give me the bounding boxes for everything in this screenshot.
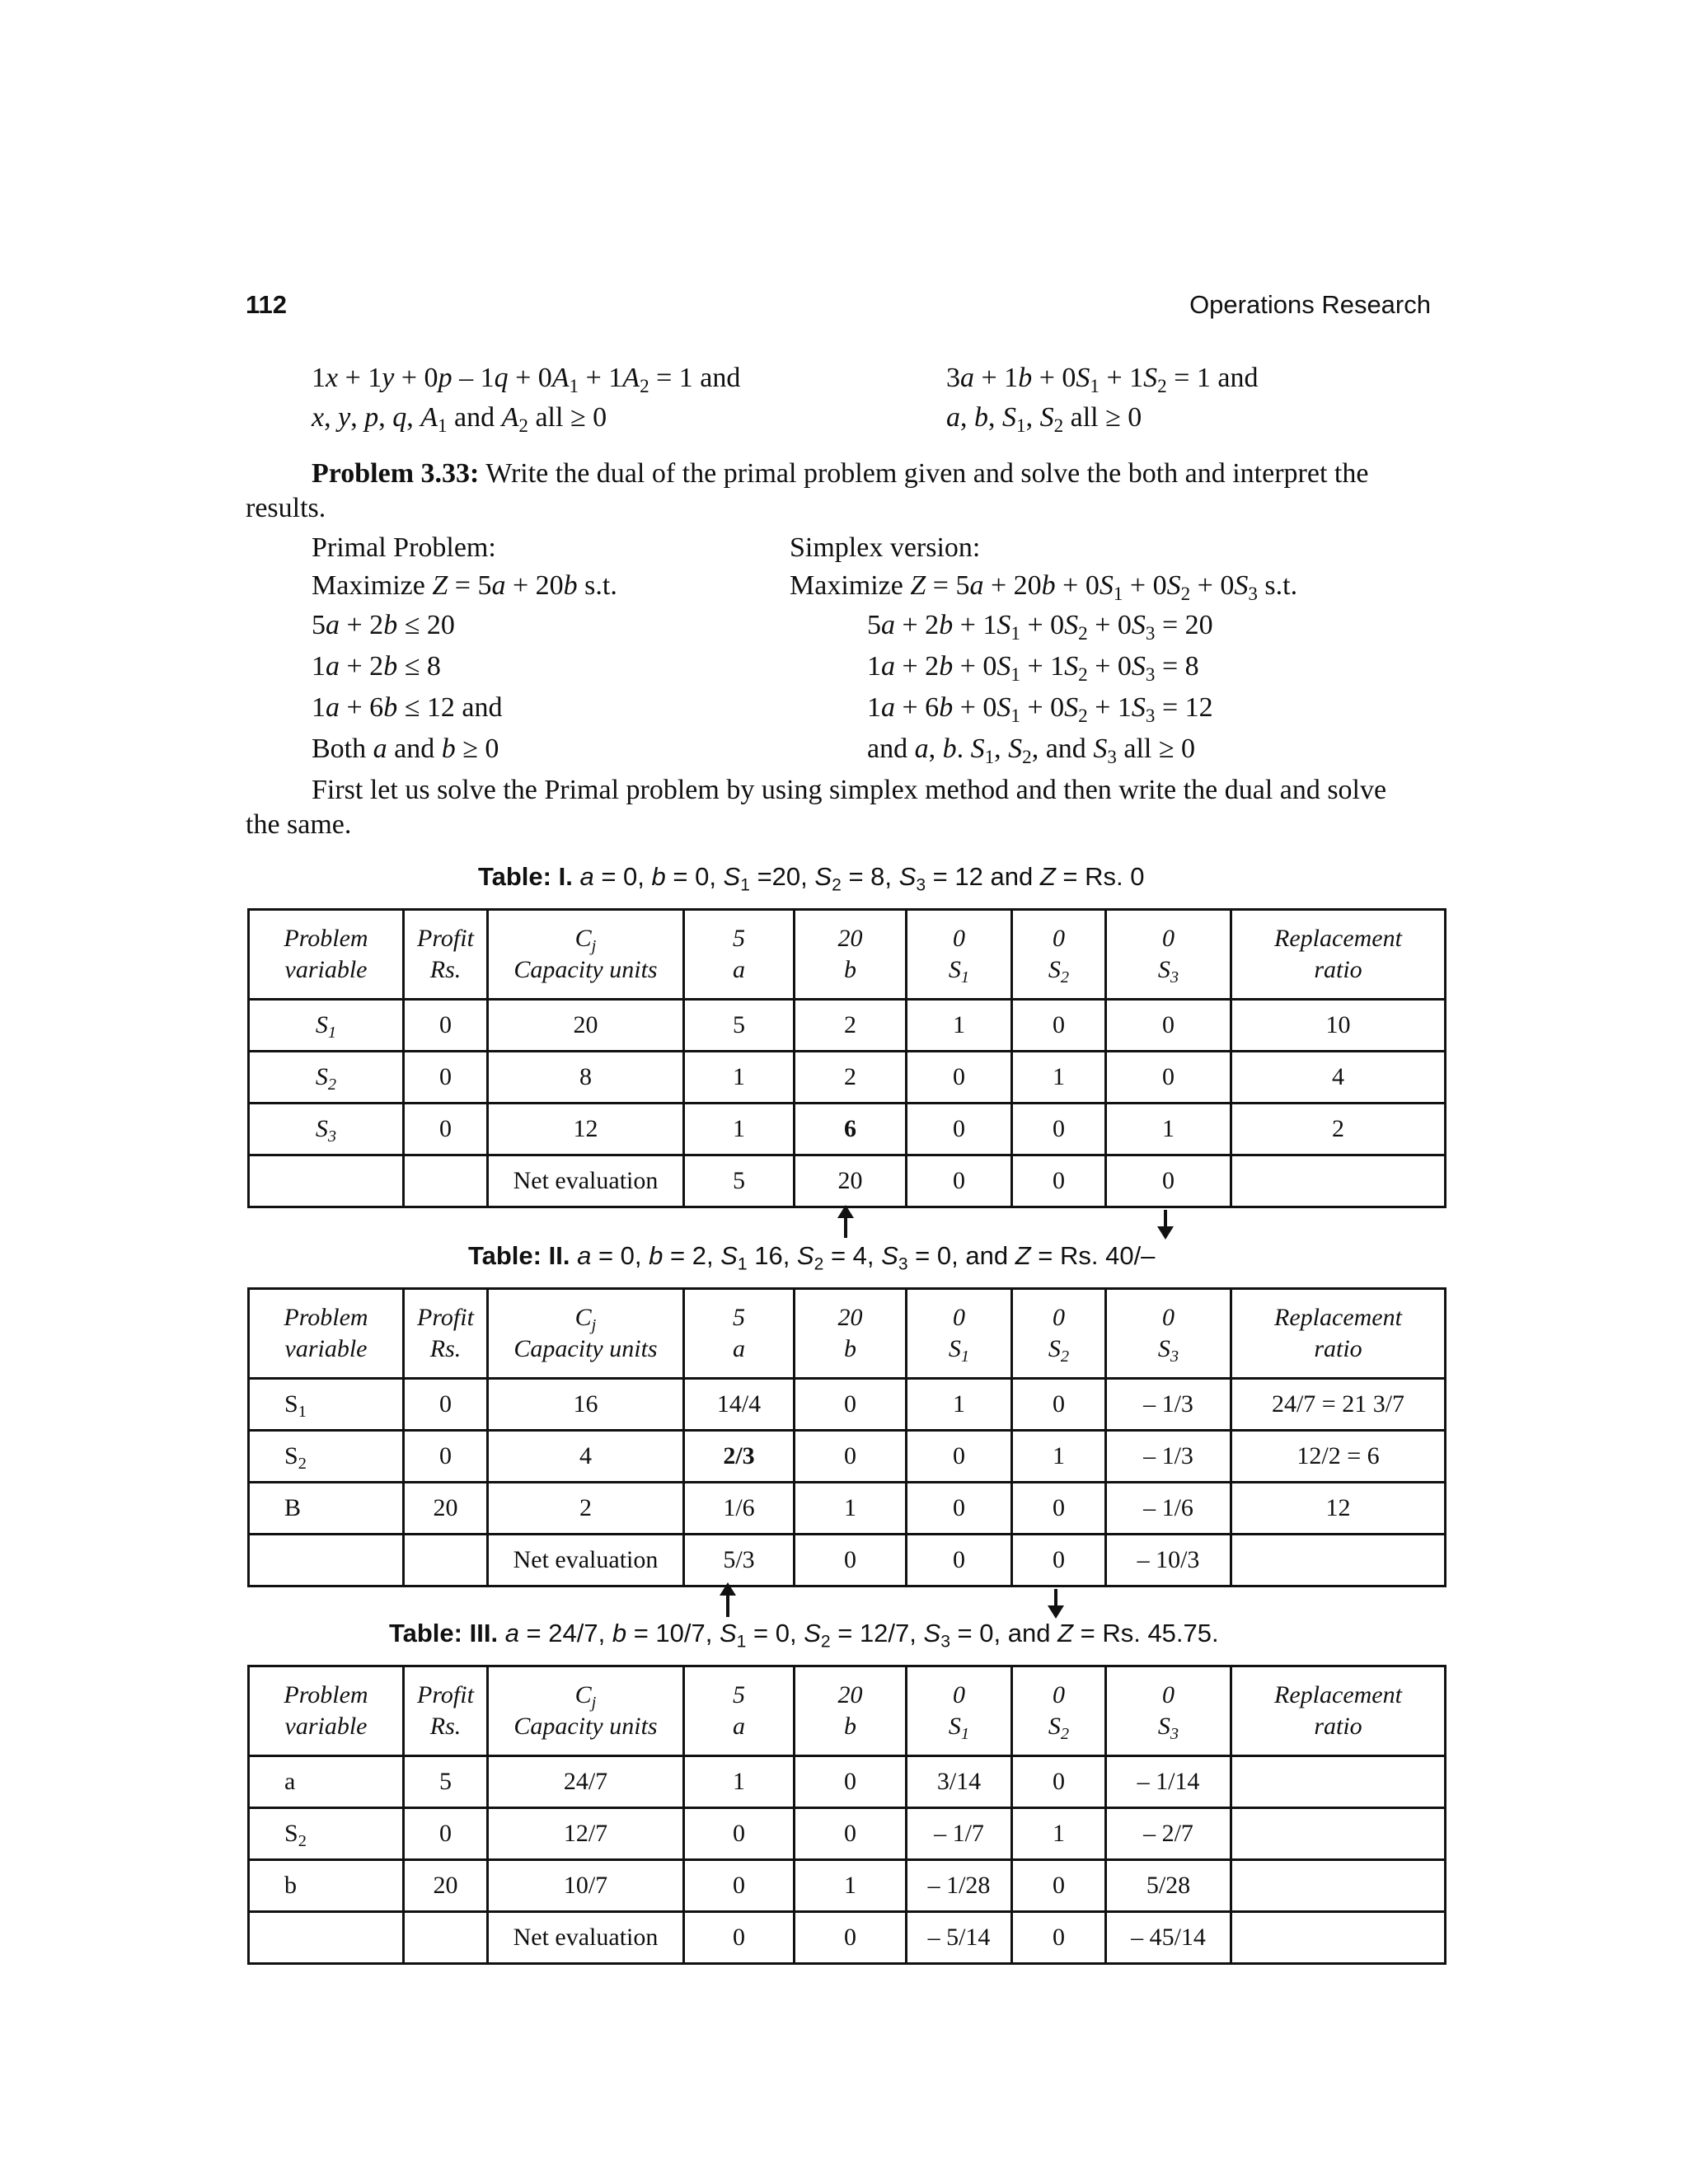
header-capacity: $C_j$ Capacity units	[488, 1289, 684, 1379]
table-row	[249, 1000, 1446, 1052]
header-col-b: 20 b	[795, 1289, 907, 1379]
header-capacity: $C_j$ Capacity units	[488, 1666, 684, 1756]
table-cell: 8	[488, 1052, 684, 1104]
table-row	[249, 1052, 1446, 1104]
pivot-element: 6	[795, 1104, 907, 1155]
net-evaluation-row	[249, 1155, 1446, 1207]
table-1-caption: Table: I. a = 0, b = 0, $S_1 =20$, $S_2 = 8$, $S_3 = 12$ and Z = Rs. 0	[478, 862, 1145, 895]
continuation-left-line2: x, y, p, q, $A_1$ and $A_2$ all ≥ 0	[312, 402, 607, 437]
entering-arrow-icon	[726, 1592, 729, 1617]
table-cell: 1	[795, 1483, 907, 1535]
table-cell	[1231, 1860, 1446, 1912]
table-cell: 12	[1231, 1483, 1446, 1535]
table-cell: 0	[404, 1000, 488, 1052]
table-cell: 3/14	[907, 1756, 1012, 1808]
table-cell: 0	[1106, 1000, 1231, 1052]
table-cell: 1	[684, 1052, 795, 1104]
table-row	[249, 1860, 1446, 1912]
problem-statement: Problem 3.33: Write the dual of the primal problem given and solve the both and interpret the	[312, 458, 1369, 489]
header-col-a: 5 a	[684, 1289, 795, 1379]
table-cell: 0	[1106, 1155, 1231, 1207]
table-cell: 0	[907, 1535, 1012, 1586]
table-cell: 1	[684, 1756, 795, 1808]
header-col-a: 5 a	[684, 1666, 795, 1756]
table-cell	[1231, 1912, 1446, 1964]
table-cell: 0	[1012, 1756, 1106, 1808]
table-cell: 0	[795, 1756, 907, 1808]
table-cell: 0	[907, 1155, 1012, 1207]
table-cell: 0	[404, 1052, 488, 1104]
table-cell: 0	[684, 1912, 795, 1964]
table-cell: 0	[404, 1808, 488, 1860]
header-profit: Profit Rs.	[404, 910, 488, 1000]
table-cell: – 45/14	[1106, 1912, 1231, 1964]
table-cell: 10	[1231, 1000, 1446, 1052]
table-cell: – 10/3	[1106, 1535, 1231, 1586]
table-row	[249, 1104, 1446, 1155]
simplex-objective: Maximize $Z = 5a + 20b + 0S_1 + 0S_2 + 0S_3$ s.t.	[790, 570, 1298, 605]
table-cell: $S_3$	[249, 1104, 404, 1155]
leaving-arrow-icon	[1164, 1210, 1167, 1230]
table-cell: 0	[1012, 1104, 1106, 1155]
table-cell	[249, 1912, 404, 1964]
primal-objective: Maximize Z = 5a + 20b s.t.	[312, 570, 617, 601]
table-cell: 1	[795, 1860, 907, 1912]
table-cell: 2	[795, 1052, 907, 1104]
primal-nonnegativity: Both a and b ≥ 0	[312, 733, 499, 764]
table-cell: 0	[795, 1912, 907, 1964]
table-cell: 0	[795, 1431, 907, 1483]
header-col-s2: 0 $S_2$	[1012, 1289, 1106, 1379]
table-3-caption: Table: III. a = 24/7, b = 10/7, $S_1 = 0$, $S_2 = 12/7$, $S_3 = 0$, and Z = Rs. 45.75.	[389, 1619, 1219, 1652]
table-cell: $S_2$	[249, 1808, 404, 1860]
table-cell: 20	[404, 1860, 488, 1912]
header-problem-variable: Problem variable	[249, 1666, 404, 1756]
table-cell: Net evaluation	[488, 1535, 684, 1586]
table-cell: 1	[1012, 1052, 1106, 1104]
table-cell: 0	[907, 1431, 1012, 1483]
simplex-table-3	[247, 1665, 1447, 1965]
table-cell: 2	[795, 1000, 907, 1052]
table-cell: 5	[404, 1756, 488, 1808]
table-cell: 24/7 = 21 3/7	[1231, 1379, 1446, 1431]
header-col-s3: 0 $S_3$	[1106, 1666, 1231, 1756]
table-cell: – 1/7	[907, 1808, 1012, 1860]
page-number: 112	[246, 290, 288, 319]
header-profit: Profit Rs.	[404, 1666, 488, 1756]
primal-constraint-2: 1a + 2b ≤ 8	[312, 651, 441, 682]
table-cell: 20	[404, 1483, 488, 1535]
running-title: Operations Research	[1189, 290, 1431, 319]
table-cell: a	[249, 1756, 404, 1808]
table-cell	[1231, 1756, 1446, 1808]
table-cell: $S_1$	[249, 1379, 404, 1431]
table-cell: $S_2$	[249, 1052, 404, 1104]
header-col-s1: 0 $S_1$	[907, 1666, 1012, 1756]
header-col-s1: 0 $S_1$	[907, 1289, 1012, 1379]
table-cell: 0	[1012, 1860, 1106, 1912]
table-cell: 5	[684, 1000, 795, 1052]
problem-label: Problem 3.33:	[312, 458, 480, 489]
table-cell	[404, 1535, 488, 1586]
table-cell: 12	[488, 1104, 684, 1155]
intro-text: First let us solve the Primal problem by using simplex method and then write the dual and solve	[312, 775, 1387, 805]
table-cell: B	[249, 1483, 404, 1535]
net-evaluation-row	[249, 1912, 1446, 1964]
simplex-heading: Simplex version:	[790, 532, 981, 563]
table-cell: 24/7	[488, 1756, 684, 1808]
pivot-element: 2/3	[684, 1431, 795, 1483]
header-problem-variable: Problem variable	[249, 910, 404, 1000]
table-cell: 12/2 = 6	[1231, 1431, 1446, 1483]
header-replacement: Replacement ratio	[1231, 1289, 1446, 1379]
table-cell: b	[249, 1860, 404, 1912]
table-cell: – 5/14	[907, 1912, 1012, 1964]
table-cell	[404, 1155, 488, 1207]
table-cell: – 1/28	[907, 1860, 1012, 1912]
entering-arrow-icon	[844, 1215, 847, 1238]
table-cell: 0	[1106, 1052, 1231, 1104]
header-col-s3: 0 $S_3$	[1106, 1289, 1231, 1379]
table-cell: Net evaluation	[488, 1155, 684, 1207]
table-cell: 0	[1012, 1379, 1106, 1431]
header-profit: Profit Rs.	[404, 1289, 488, 1379]
table-cell: 14/4	[684, 1379, 795, 1431]
header-col-s2: 0 $S_2$	[1012, 1666, 1106, 1756]
table-2-caption: Table: II. a = 0, b = 2, $S_1$ 16, $S_2 = 4$, $S_3 = 0$, and Z = Rs. 40/–	[468, 1241, 1156, 1274]
table-row	[249, 1756, 1446, 1808]
simplex-table-1	[247, 908, 1447, 1208]
table-cell	[1231, 1808, 1446, 1860]
table-cell: 0	[795, 1379, 907, 1431]
net-evaluation-row	[249, 1535, 1446, 1586]
table-cell: 0	[684, 1860, 795, 1912]
header-col-a: 5 a	[684, 910, 795, 1000]
table-cell: 4	[1231, 1052, 1446, 1104]
table-cell: 2	[488, 1483, 684, 1535]
table-cell: 0	[795, 1535, 907, 1586]
table-cell: 0	[1012, 1912, 1106, 1964]
table-cell: 5	[684, 1155, 795, 1207]
table-cell: 1	[1012, 1431, 1106, 1483]
table-cell: 0	[684, 1808, 795, 1860]
simplex-constraint-3: $1a + 6b + 0S_1 + 0S_2 + 1S_3 = 12$	[867, 692, 1213, 727]
table-cell: 0	[907, 1052, 1012, 1104]
continuation-right-line2: a, b, $S_1$, $S_2$ all ≥ 0	[946, 402, 1142, 437]
table-row	[249, 1483, 1446, 1535]
table-cell: 0	[1012, 1535, 1106, 1586]
table-cell	[249, 1535, 404, 1586]
table-cell: 20	[795, 1155, 907, 1207]
table-cell: 4	[488, 1431, 684, 1483]
header-replacement: Replacement ratio	[1231, 910, 1446, 1000]
header-col-s3: 0 $S_3$	[1106, 910, 1231, 1000]
simplex-nonnegativity: and a, b. $S_1$, $S_2$, and $S_3$ all ≥ 0	[867, 733, 1196, 768]
table-cell: 0	[1012, 1000, 1106, 1052]
table-row	[249, 1808, 1446, 1860]
simplex-constraint-2: $1a + 2b + 0S_1 + 1S_2 + 0S_3 = 8$	[867, 651, 1199, 686]
table-cell: 0	[404, 1104, 488, 1155]
table-cell: 10/7	[488, 1860, 684, 1912]
continuation-left-line1: $1x + 1y + 0p - 1q + 0A_1 + 1A_2 = 1$ and	[312, 363, 741, 397]
table-cell: 2	[1231, 1104, 1446, 1155]
primal-constraint-1: 5a + 2b ≤ 20	[312, 610, 455, 640]
table-cell: 0	[1012, 1483, 1106, 1535]
table-cell: 1/6	[684, 1483, 795, 1535]
problem-statement-cont: results.	[246, 493, 326, 523]
primal-constraint-3: 1a + 6b ≤ 12 and	[312, 692, 503, 723]
table-cell: 1	[907, 1000, 1012, 1052]
simplex-constraint-1: $5a + 2b + 1S_1 + 0S_2 + 0S_3 = 20$	[867, 610, 1213, 644]
continuation-right-line1: $3a + 1b + 0S_1 + 1S_2 = 1$ and	[946, 363, 1259, 397]
leaving-arrow-icon	[1054, 1589, 1057, 1609]
simplex-table-2	[247, 1287, 1447, 1587]
table-cell: 1	[1106, 1104, 1231, 1155]
table-cell: 1	[907, 1379, 1012, 1431]
header-col-b: 20 b	[795, 910, 907, 1000]
table-cell: – 1/3	[1106, 1379, 1231, 1431]
table-cell: – 1/14	[1106, 1756, 1231, 1808]
header-problem-variable: Problem variable	[249, 1289, 404, 1379]
header-col-s1: 0 $S_1$	[907, 910, 1012, 1000]
primal-heading: Primal Problem:	[312, 532, 496, 563]
table-cell: $S_1$	[249, 1000, 404, 1052]
table-cell: 0	[404, 1431, 488, 1483]
table-cell: – 1/6	[1106, 1483, 1231, 1535]
table-cell: 0	[1012, 1155, 1106, 1207]
table-cell: – 1/3	[1106, 1431, 1231, 1483]
table-cell: $S_2$	[249, 1431, 404, 1483]
table-row	[249, 1431, 1446, 1483]
header-col-s2: 0 $S_2$	[1012, 910, 1106, 1000]
table-cell: Net evaluation	[488, 1912, 684, 1964]
table-cell: – 2/7	[1106, 1808, 1231, 1860]
table-cell: 1	[684, 1104, 795, 1155]
table-cell: 12/7	[488, 1808, 684, 1860]
header-capacity: $C_j$ Capacity units	[488, 910, 684, 1000]
table-cell	[404, 1912, 488, 1964]
table-cell: 20	[488, 1000, 684, 1052]
table-cell	[249, 1155, 404, 1207]
header-col-b: 20 b	[795, 1666, 907, 1756]
table-cell: 0	[795, 1808, 907, 1860]
table-cell	[1231, 1535, 1446, 1586]
intro-text-cont: the same.	[246, 809, 352, 840]
table-cell: 0	[404, 1379, 488, 1431]
header-replacement: Replacement ratio	[1231, 1666, 1446, 1756]
table-cell: 16	[488, 1379, 684, 1431]
table-cell: 5/3	[684, 1535, 795, 1586]
table-cell: 5/28	[1106, 1860, 1231, 1912]
table-cell: 0	[907, 1104, 1012, 1155]
table-row	[249, 1379, 1446, 1431]
table-cell	[1231, 1155, 1446, 1207]
table-cell: 0	[907, 1483, 1012, 1535]
table-cell: 1	[1012, 1808, 1106, 1860]
